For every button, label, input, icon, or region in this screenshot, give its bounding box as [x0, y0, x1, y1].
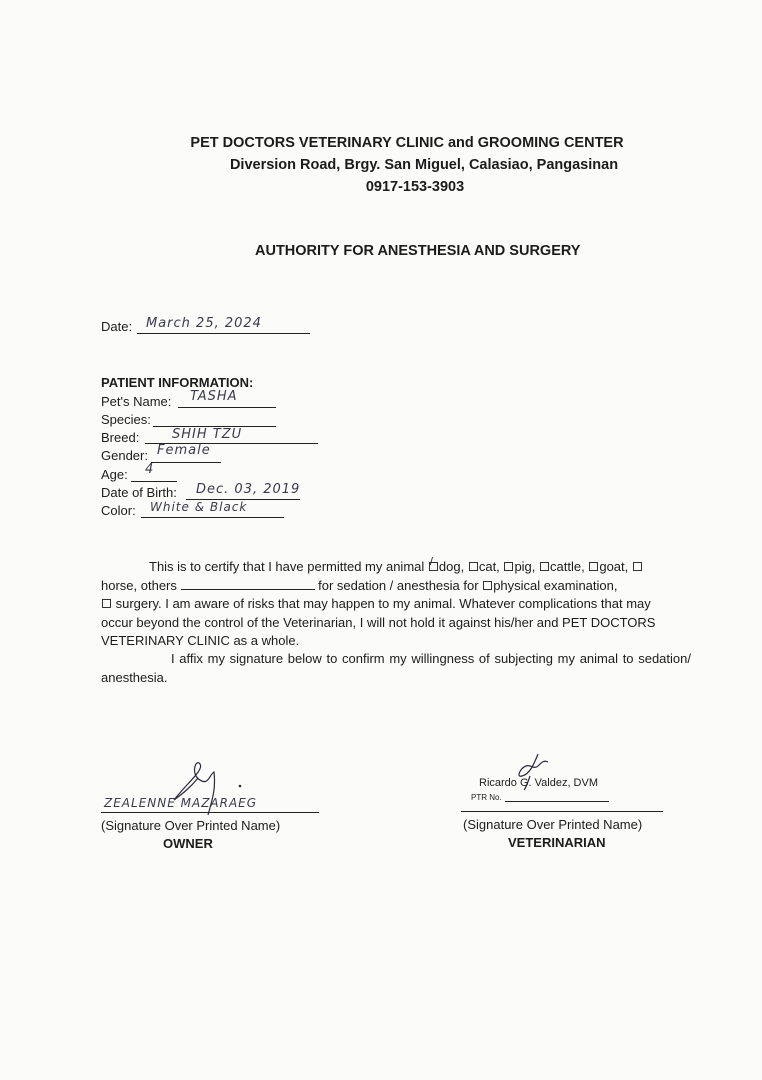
- form-title: AUTHORITY FOR ANESTHESIA AND SURGERY: [255, 243, 581, 259]
- consent-paragraph: [101, 558, 691, 651]
- vet-role: VETERINARIAN: [508, 835, 606, 850]
- gender-line: [151, 462, 221, 463]
- age-value: 4: [145, 462, 155, 477]
- owner-role: OWNER: [163, 836, 213, 851]
- owner-signature-scribble: [160, 760, 250, 820]
- option-goat: goat,: [599, 559, 629, 574]
- consent-affirmation: I affix my signature below to confirm my willingness of subjecting my animal to sedation/ anesthesia.: [101, 651, 691, 685]
- option-exam: physical examination,: [493, 577, 618, 593]
- option-dog: dog,: [438, 559, 465, 574]
- species-label: Species:: [101, 412, 151, 427]
- consent-text-3: occur beyond the control of the Veterinarian, I will not hold it against his/her and PET DOCTORS: [101, 614, 656, 630]
- consent-text-4: VETERINARY CLINIC as a whole.: [101, 633, 300, 648]
- vet-printed-name: Ricardo G. Valdez, DVM: [479, 777, 599, 789]
- clinic-address: Diversion Road, Brgy. San Miguel, Calasiao, Pangasinan: [229, 157, 619, 173]
- consent-text-1: This is to certify that I have permitted my animal: [149, 559, 425, 574]
- date-value: March 25, 2024: [146, 316, 262, 331]
- dob-label: Date of Birth:: [101, 485, 177, 500]
- patient-info-heading: PATIENT INFORMATION:: [101, 375, 254, 390]
- gender-label: Gender:: [101, 448, 148, 463]
- age-label: Age:: [101, 467, 128, 482]
- option-cat: cat,: [478, 559, 500, 574]
- color-label: Color:: [101, 503, 136, 518]
- vet-caption: (Signature Over Printed Name): [463, 817, 643, 832]
- pets-name-line: [178, 407, 276, 408]
- breed-label: Breed:: [101, 430, 140, 445]
- checkbox-exam: [483, 581, 492, 590]
- others-line: [181, 579, 315, 590]
- option-horse: horse, others: [101, 577, 177, 593]
- option-pig: pig,: [514, 559, 536, 574]
- date-line: [137, 333, 310, 334]
- gender-value: Female: [157, 443, 211, 458]
- checkbox-cat: [469, 562, 478, 571]
- consent-text-2: for sedation / anesthesia for: [318, 577, 479, 593]
- color-value: White & Black: [150, 500, 248, 514]
- owner-signature-line: [101, 812, 319, 813]
- age-line: [131, 481, 177, 482]
- checkbox-goat: [589, 562, 598, 571]
- checkbox-cattle: [540, 562, 549, 571]
- checkbox-surgery: [102, 599, 111, 608]
- owner-caption: (Signature Over Printed Name): [101, 818, 281, 833]
- date-label: Date:: [101, 319, 133, 334]
- breed-value: SHIH TZU: [172, 427, 243, 442]
- checkbox-pig: [504, 562, 513, 571]
- vet-signature-line: [461, 811, 663, 812]
- pets-name-value: TASHA: [190, 389, 238, 404]
- vet-ptr-line: [505, 801, 609, 802]
- clinic-name: PET DOCTORS VETERINARY CLINIC and GROOMING CENTER: [190, 135, 624, 151]
- option-cattle: cattle,: [550, 559, 585, 574]
- owner-printed-name: ZEALENNE MAZARAEG: [104, 796, 258, 810]
- vet-ptr-label: PTR No.: [471, 793, 502, 802]
- option-surgery: surgery. I am aware of risks that may happen to my animal. Whatever complications that may: [115, 596, 651, 611]
- checkbox-dog-checked: /: [429, 562, 438, 571]
- clinic-phone: 0917-153-3903: [365, 179, 465, 195]
- dob-value: Dec. 03, 2019: [196, 482, 301, 497]
- checkbox-horse: [633, 562, 642, 571]
- color-line: [141, 517, 284, 518]
- pets-name-label: Pet's Name:: [101, 394, 172, 409]
